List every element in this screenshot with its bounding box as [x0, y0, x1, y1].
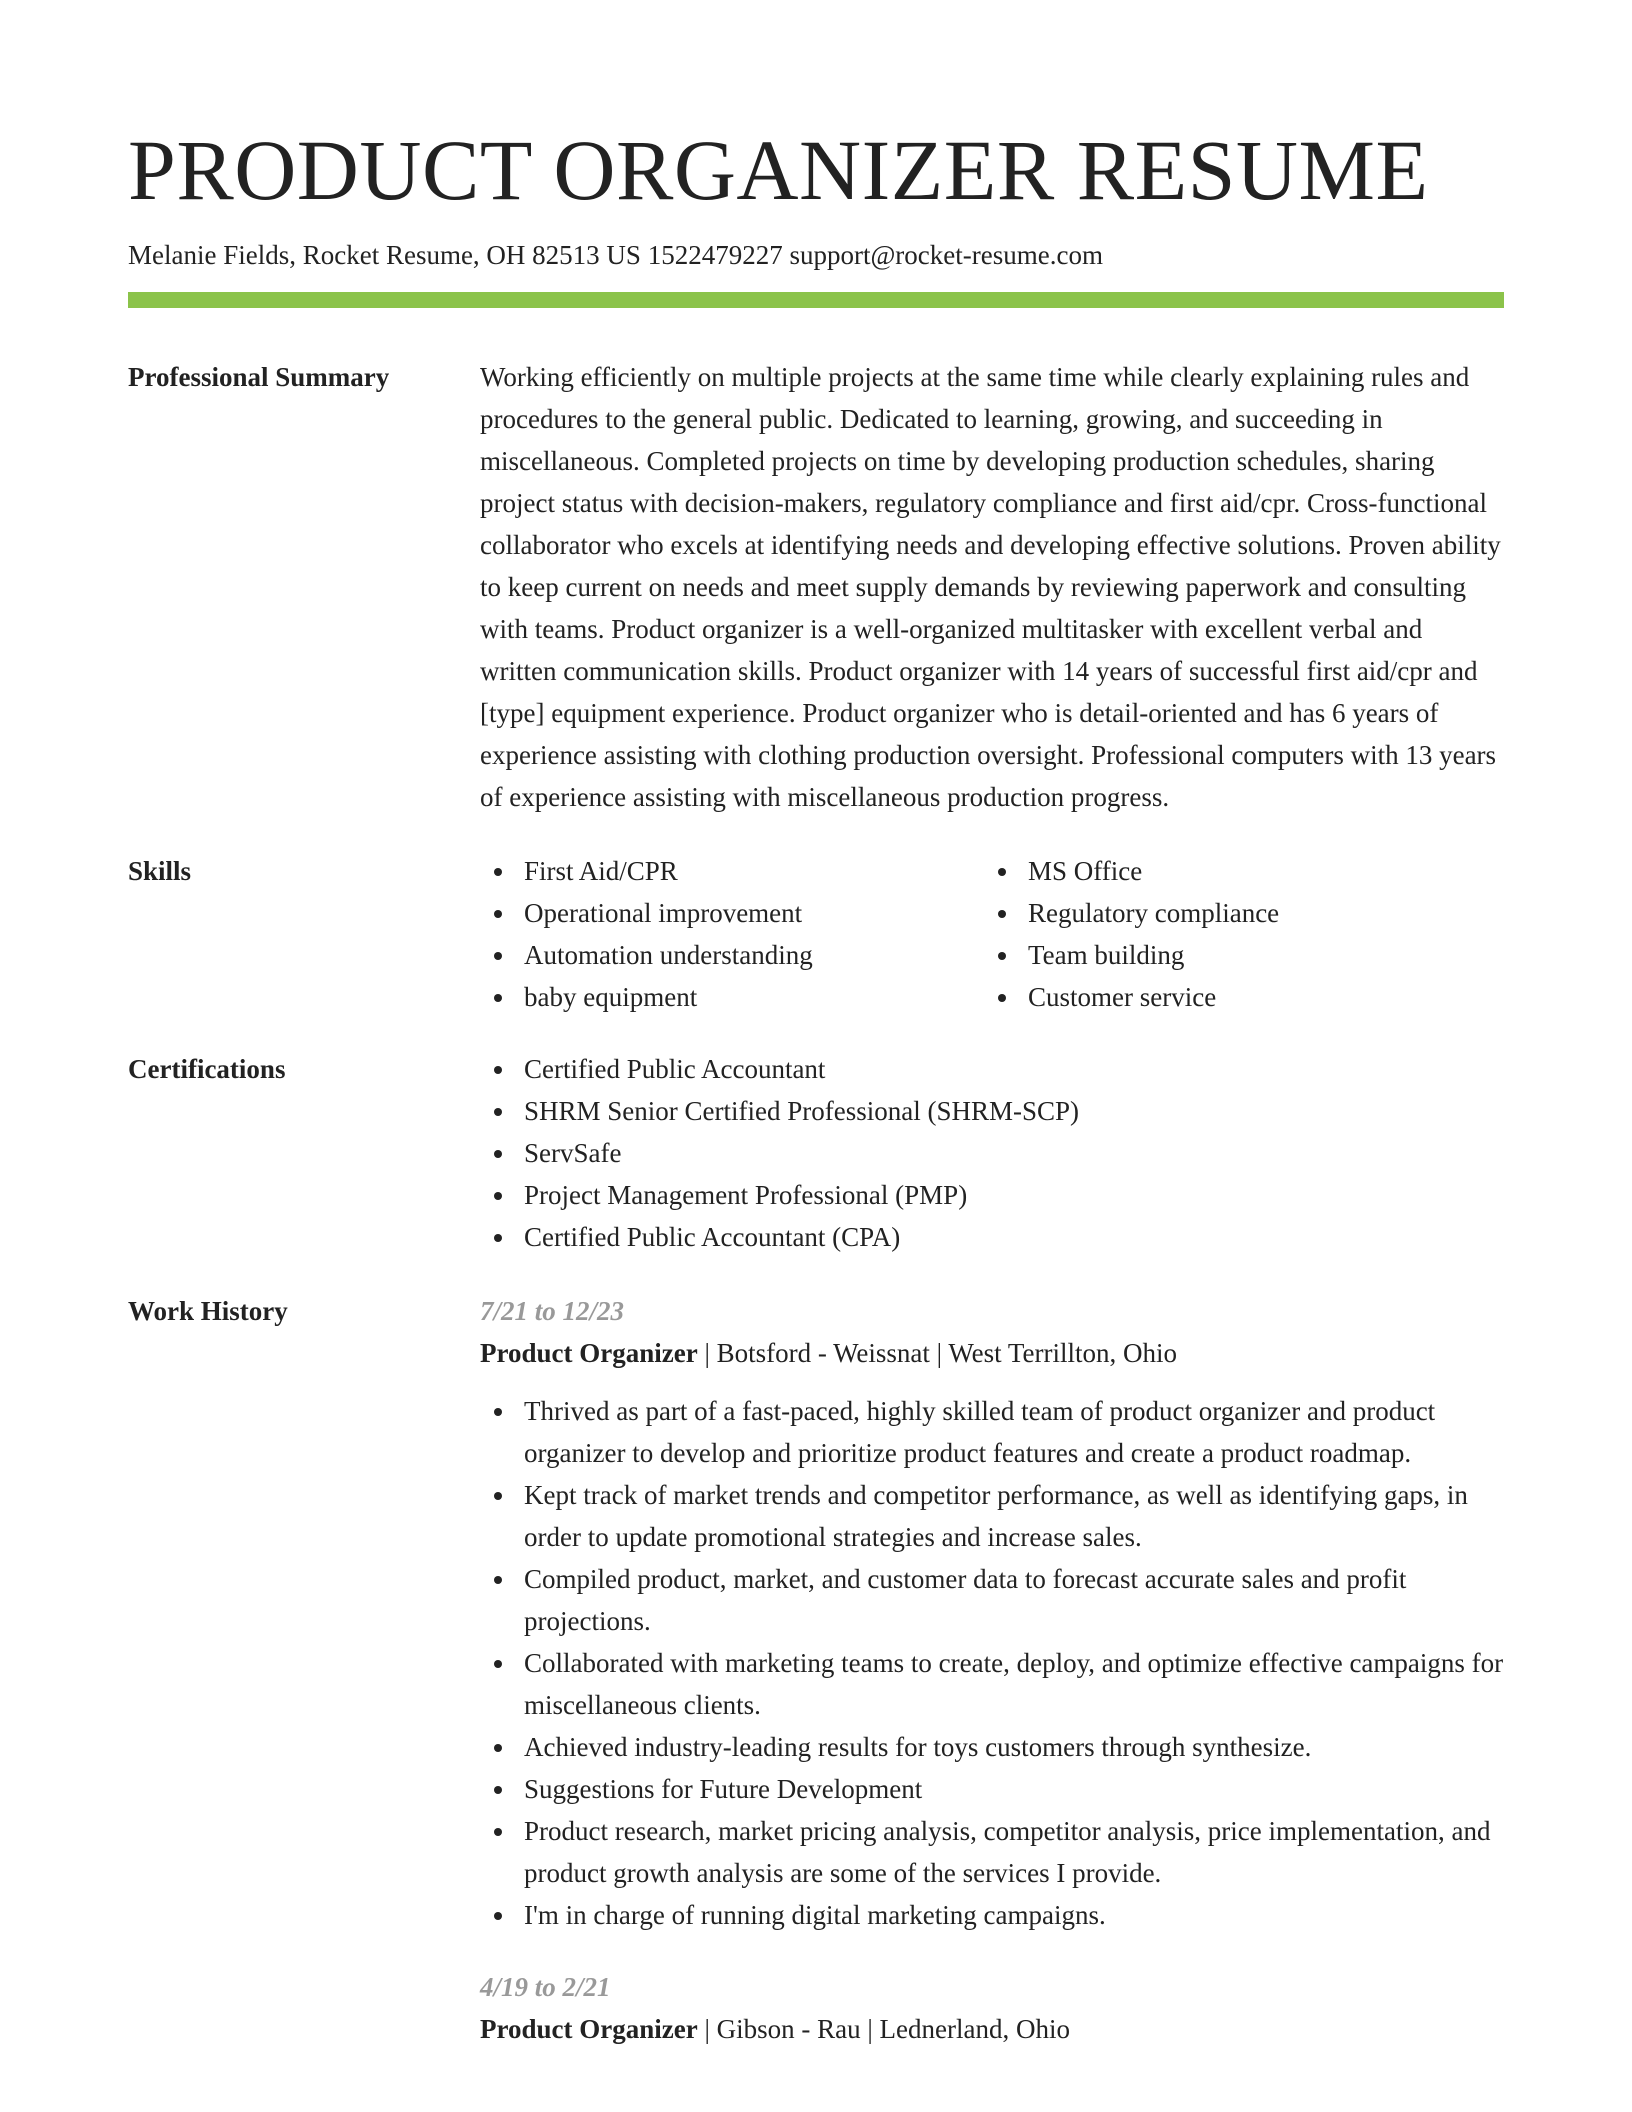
section-professional-summary [128, 356, 1504, 818]
section-work-history [128, 1290, 1504, 2050]
skill-item: Customer service [984, 976, 1488, 1018]
job-heading [480, 2008, 1504, 2050]
job-duty-item: Compiled product, market, and customer data to forecast accurate sales and profit projections. [480, 1558, 1504, 1642]
skill-item: Operational improvement [480, 892, 984, 934]
skill-item: baby equipment [480, 976, 984, 1018]
certification-item: Project Management Professional (PMP) [480, 1174, 1504, 1216]
skills-list-left [480, 850, 984, 1018]
job-dates: 7/21 to 12/23 [480, 1296, 625, 1326]
certification-item: ServSafe [480, 1132, 1504, 1174]
section-label-summary: Professional Summary [128, 362, 390, 392]
job-title: Product Organizer [480, 1338, 698, 1368]
job-title: Product Organizer [480, 2014, 698, 2044]
job-duty-item: Achieved industry-leading results for toys customers through synthesize. [480, 1726, 1504, 1768]
skill-item: MS Office [984, 850, 1488, 892]
section-label-skills: Skills [128, 856, 192, 886]
resume-title: PRODUCT ORGANIZER RESUME [128, 122, 1429, 218]
skills-list-right [984, 850, 1488, 1018]
job-heading [480, 1332, 1504, 1374]
job-duty-item: Kept track of market trends and competitor performance, as well as identifying gaps, in order to update promotional strategies and increase sales. [480, 1474, 1504, 1558]
certification-item: SHRM Senior Certified Professional (SHRM-SCP) [480, 1090, 1504, 1132]
work-history-body [480, 1290, 1504, 2050]
section-label-certifications: Certifications [128, 1054, 286, 1084]
skill-item: Team building [984, 934, 1488, 976]
job-duty-item: I'm in charge of running digital marketing campaigns. [480, 1894, 1504, 1936]
certifications-body [480, 1048, 1504, 1258]
skill-item: Regulatory compliance [984, 892, 1488, 934]
job-duty-item: Thrived as part of a fast-paced, highly skilled team of product organizer and product organizer to develop and prioritize product features and create a product roadmap. [480, 1390, 1504, 1474]
summary-text: Working efficiently on multiple projects at the same time while clearly explaining rules and procedures to the general public. Dedicated to learning, growing, and succeeding in miscellaneous. Completed projects on time by developing production schedules, sharing project status with decision-makers, regulatory compliance and first aid/cpr. Cross-functional collaborator who excels at identifying needs and developing effective solutions. Proven ability to keep current on needs and meet supply demands by reviewing paperwork and consulting with teams. Product organizer is a well-organized multitasker with excellent verbal and written communication skills. Product organizer with 14 years of successful first aid/cpr and [type] equipment experience. Product organizer who is detail-oriented and has 6 years of experience assisting with clothing production oversight. Professional computers with 13 years of experience assisting with miscellaneous production progress. [480, 362, 1501, 812]
job-duty-item: Product research, market pricing analysis, competitor analysis, price implementation, and product growth analysis are some of the services I provide. [480, 1810, 1504, 1894]
section-skills [128, 850, 1504, 1018]
skill-item: First Aid/CPR [480, 850, 984, 892]
section-certifications [128, 1048, 1504, 1258]
job-details: | Gibson - Rau | Lednerland, Ohio [697, 2014, 1070, 2044]
skill-item: Automation understanding [480, 934, 984, 976]
section-label-work-history: Work History [128, 1296, 288, 1326]
job-duties-list [480, 1390, 1504, 1936]
certification-item: Certified Public Accountant [480, 1048, 1504, 1090]
job-entry [480, 1966, 1504, 2050]
certification-item: Certified Public Accountant (CPA) [480, 1216, 1504, 1258]
job-duty-item: Collaborated with marketing teams to create, deploy, and optimize effective campaigns for miscellaneous clients. [480, 1642, 1504, 1726]
accent-divider [128, 292, 1504, 308]
certifications-list [480, 1048, 1504, 1258]
job-duty-item: Suggestions for Future Development [480, 1768, 1504, 1810]
contact-line: Melanie Fields, Rocket Resume, OH 82513 US 1522479227 support@rocket-resume.com [128, 240, 1103, 270]
skills-columns [480, 850, 1504, 1018]
job-dates: 4/19 to 2/21 [480, 1972, 611, 2002]
job-entry [480, 1290, 1504, 1936]
job-details: | Botsford - Weissnat | West Terrillton, Ohio [697, 1338, 1177, 1368]
